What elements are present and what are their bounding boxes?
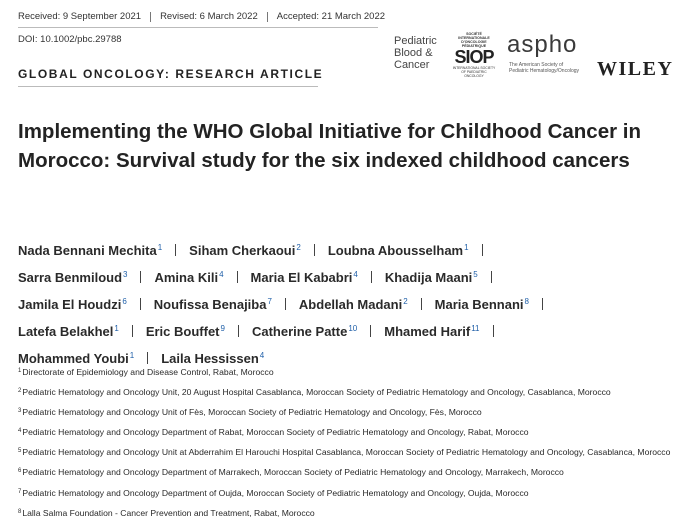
author[interactable]: Catherine Patte$^{10}$ [251,324,358,339]
author-separator [175,244,176,256]
article-section: GLOBAL ONCOLOGY: RESEARCH ARTICLE [18,67,324,81]
author-separator [132,325,133,337]
affiliation-ref[interactable]: 10 [348,324,358,333]
article-title: Implementing the WHO Global Initiative for Childhood Cancer in Morocco: Survival study for the six indexed childhood cancers [18,120,641,172]
author-separator [237,271,238,283]
author-line [18,290,678,317]
affiliation: $^7$Pediatric Hematology and Oncology Department of Oujda, Moroccan Society of Pediatric Hematology and Oncology, Oujda, Morocco [18,487,529,498]
journal-name-line: Cancer [394,59,430,71]
author-separator [140,298,141,310]
author-separator [491,271,492,283]
affiliation-ref[interactable]: 4 [259,351,265,360]
aspho-subtitle-line: Pediatric Hematology/Oncology [509,68,580,74]
affiliation: $^8$Lalla Salma Foundation - Cancer Prevention and Treatment, Rabat, Morocco [18,507,315,518]
author-line [18,236,678,263]
affiliation-ref[interactable]: 2 [296,243,301,252]
author[interactable]: Abdellah Madani$^2$ [298,297,408,312]
affiliation-ref[interactable]: 1 [157,243,163,252]
affiliation-list [18,366,688,527]
affiliation-ref[interactable]: 11 [471,324,480,333]
wiley-logo: WILEY [597,58,674,80]
author-separator [482,244,483,256]
author[interactable]: Noufissa Benajiba$^7$ [153,297,272,312]
affiliation: $^4$Pediatric Hematology and Oncology Department of Rabat, Moroccan Society of Pediatric Hematology and Oncology, Rabat, Morocco [18,427,529,438]
received-date: Received: 9 September 2021 [18,11,142,22]
affiliation: $^3$Pediatric Hematology and Oncology Unit of Fès, Moroccan Society of Pediatric Hematology and Oncology, Fès, Morocco [18,407,482,418]
affiliation-ref[interactable]: 6 [122,297,127,306]
accepted-date: Accepted: 21 March 2022 [276,11,386,22]
author[interactable]: Siham Cherkaoui$^2$ [189,243,301,258]
publisher-logos [392,30,682,85]
author[interactable]: Mhamed Harif$^{11}$ [384,324,480,339]
author-separator [421,298,422,310]
author-line [18,263,678,290]
author[interactable]: Laila Hessissen$^4$ [161,351,265,366]
affiliation-ref[interactable]: 8 [524,297,529,306]
author[interactable]: Amina Kili$^4$ [154,270,224,285]
siop-top-text: SOCIÉTÉ INTERNATIONALE D'ONCOLOGIE PÉDIATRIQUE [458,32,490,48]
affiliation-ref[interactable]: 7 [267,297,272,306]
affiliation: $^6$Pediatric Hematology and Oncology Department of Marrakech, Moroccan Society of Pediatric Hematology and Oncology, Marrakech, Morocco [18,467,564,478]
revised-date: Revised: 6 March 2022 [160,11,258,22]
affiliation: $^2$Pediatric Hematology and Oncology Unit, 20 August Hospital Casablanca, Moroccan Society of Pediatric Hematology and Oncology, Casablanca, Morocco [18,387,611,398]
aspho-subtitle [509,62,589,74]
author-line [18,317,678,344]
author[interactable]: Jamila El Houdzi$^6$ [18,297,127,312]
author-separator [140,271,141,283]
author[interactable]: Eric Bouffet$^9$ [145,324,225,339]
affiliation-ref[interactable]: 1 [129,351,135,360]
author-separator [238,325,239,337]
author[interactable]: Maria Bennani$^8$ [434,297,529,312]
affiliation-ref[interactable]: 5 [473,270,478,279]
aspho-logo: aspho [507,31,578,58]
affiliation-ref[interactable]: 1 [464,243,469,252]
section-rule [18,86,318,87]
divider [150,12,151,22]
author[interactable]: Maria El Kababri$^4$ [250,270,358,285]
affiliation: $^5$Pediatric Hematology and Oncology Unit at Abderrahim El Harouchi Hospital Casablanca, Moroccan Society of Pediatric Hematology and Oncology, Casablanca, Morocco [18,447,671,458]
author[interactable]: Loubna Abousselham$^1$ [327,243,469,258]
journal-name-line: Pediatric [394,35,437,47]
affiliation-ref[interactable]: 2 [403,297,408,306]
siop-mark: SIOP [454,47,494,67]
affiliation-ref[interactable]: 4 [219,270,224,279]
author[interactable]: Nada Bennani Mechita$^1$ [18,243,163,258]
doi[interactable]: DOI: 10.1002/pbc.29788 [18,34,122,45]
article-dates [18,11,385,22]
author[interactable]: Sarra Benmiloud$^3$ [18,270,128,285]
author-separator [371,271,372,283]
journal-name-line: Blood & [394,47,433,59]
divider [267,12,268,22]
author[interactable]: Mohammed Youbi$^1$ [18,351,135,366]
siop-logo [452,32,496,78]
affiliation-ref[interactable]: 3 [123,270,128,279]
author-separator [147,352,148,364]
affiliation: $^1$Directorate of Epidemiology and Disease Control, Rabat, Morocco [18,367,274,377]
affiliation-ref[interactable]: 4 [353,270,358,279]
author-separator [542,298,543,310]
author[interactable]: Latefa Belakhel$^1$ [18,324,119,339]
affiliation-ref[interactable]: 9 [220,324,225,333]
aspho-subtitle-line: The American Society of [509,62,564,68]
author-separator [493,325,494,337]
author[interactable]: Khadija Maani$^5$ [384,270,478,285]
author-separator [314,244,315,256]
author-separator [370,325,371,337]
siop-bottom-text: INTERNATIONAL SOCIETY OF PAEDIATRIC ONCOLOGY [452,66,496,78]
journal-logo [394,35,437,71]
author-list [18,236,678,371]
affiliation-ref[interactable]: 1 [114,324,119,333]
author-separator [285,298,286,310]
header-rule [18,27,378,28]
